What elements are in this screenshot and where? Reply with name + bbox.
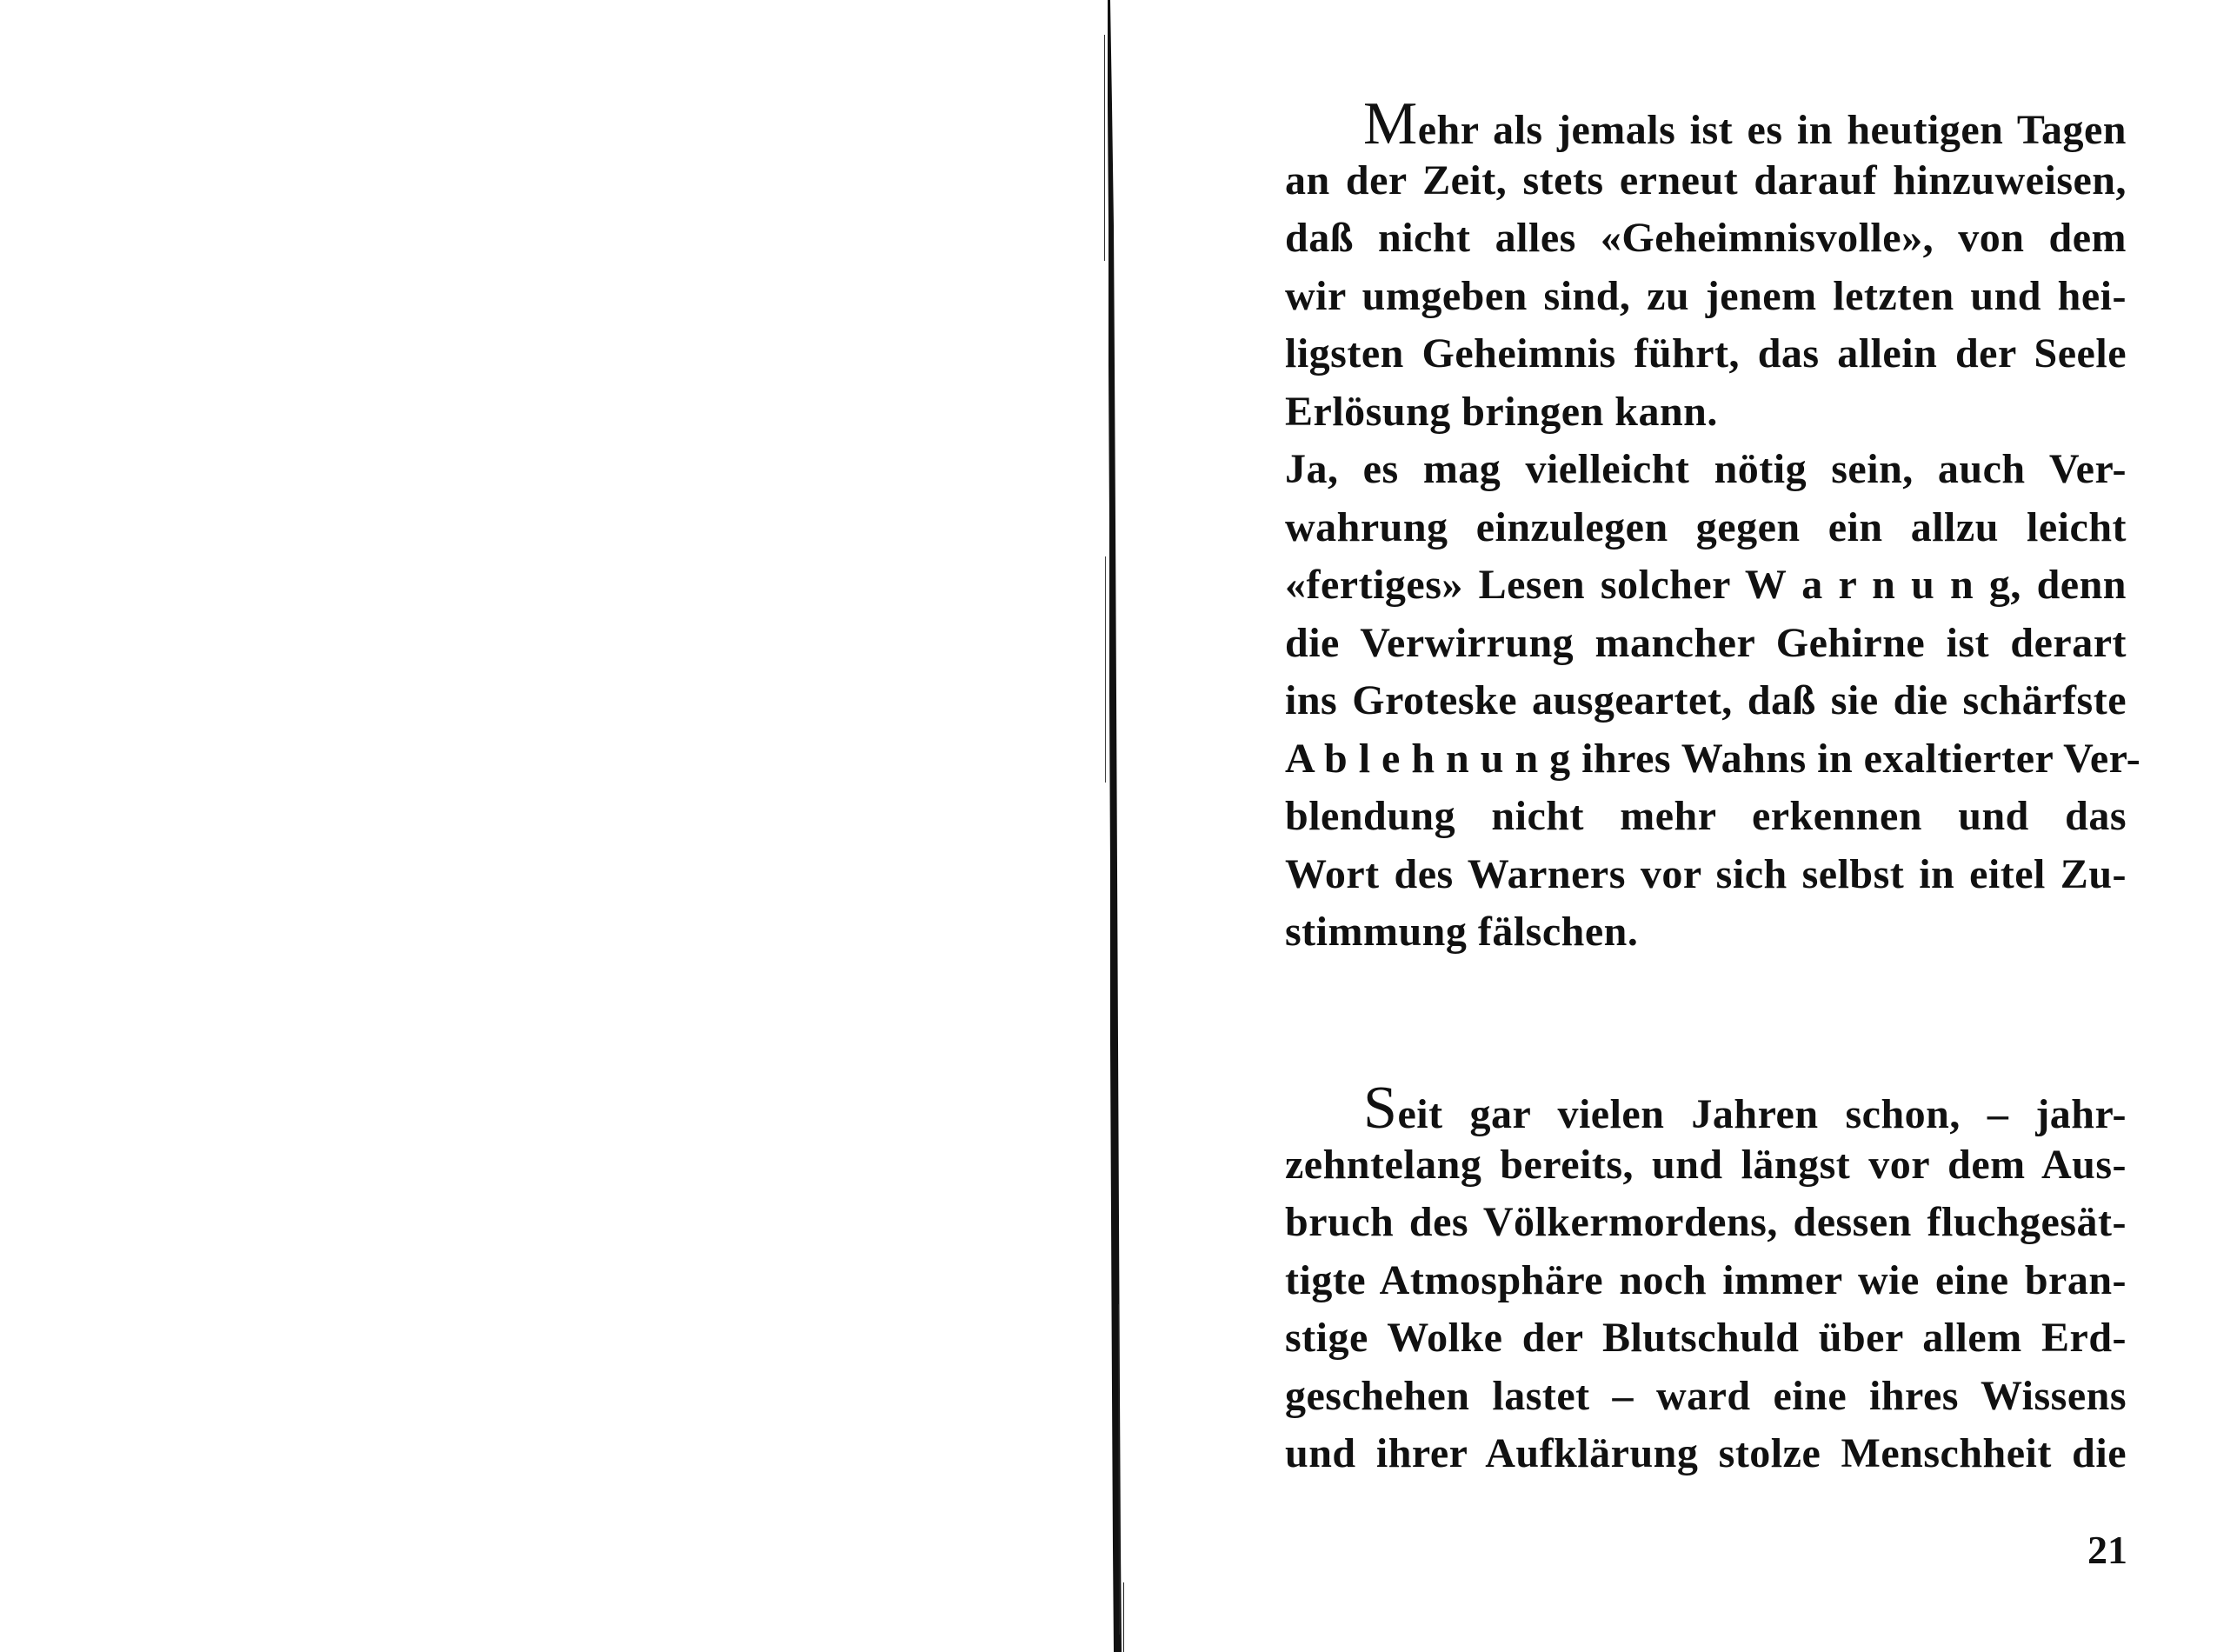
text-line: an der Zeit, stets erneut darauf hinzuweisen, (1285, 157, 2127, 203)
text-line: bruch des Völkermordens, dessen fluchgesät- (1285, 1199, 2127, 1245)
book-gutter (1102, 0, 1128, 1652)
right-page (1128, 0, 2217, 1652)
text-line: daß nicht alles «Geheimnisvolle», von dem (1285, 215, 2127, 261)
text-line: die Verwirrung mancher Gehirne ist derart (1285, 619, 2127, 666)
text-line: tigte Atmosphäre noch immer wie eine bran- (1285, 1256, 2127, 1303)
text-line: «fertiges» Lesen solcher W a r n u n g, denn (1285, 562, 2127, 608)
page-number: 21 (2087, 1528, 2127, 1572)
paragraph-1 (1285, 90, 2141, 962)
text-line: Seit gar vielen Jahren schon, – jahr- (1363, 1075, 2127, 1142)
text-line: Mehr als jemals ist es in heutigen Tagen (1363, 90, 2127, 157)
text-line: stimmung fälschen. (1285, 909, 1639, 955)
text-line: blendung nicht mehr erkennen und das (1285, 793, 2127, 839)
text-line: Erlösung bringen kann. (1285, 388, 1718, 435)
paragraph-2 (1285, 1075, 2127, 1483)
left-page-blank (0, 0, 1102, 1652)
initial-letter: M (1363, 90, 1418, 157)
text-line: wir umgeben sind, zu jenem letzten und hei- (1285, 272, 2127, 319)
initial-letter: S (1363, 1075, 1398, 1142)
text-line: ligsten Geheimnis führt, das allein der Seele (1285, 330, 2127, 376)
text-line: geschehen lastet – ward eine ihres Wissens (1285, 1372, 2127, 1419)
text-line: ins Groteske ausgeartet, daß sie die schärfste (1285, 677, 2127, 723)
text-line: Wort des Warners vor sich selbst in eitel Zu- (1285, 850, 2127, 897)
text-line: wahrung einzulegen gegen ein allzu leicht (1285, 503, 2127, 550)
gutter-binding-line (1102, 0, 1128, 1652)
text-line: und ihrer Aufklärung stolze Menschheit die (1285, 1430, 2127, 1476)
text-line: stige Wolke der Blutschuld über allem Erd- (1285, 1315, 2127, 1361)
text-line: zehntelang bereits, und längst vor dem Aus- (1285, 1141, 2127, 1188)
text-line: Ja, es mag vielleicht nötig sein, auch Ver- (1285, 446, 2127, 492)
text-line: A b l e h n u n g ihres Wahns in exaltierter Ver- (1285, 735, 2141, 782)
